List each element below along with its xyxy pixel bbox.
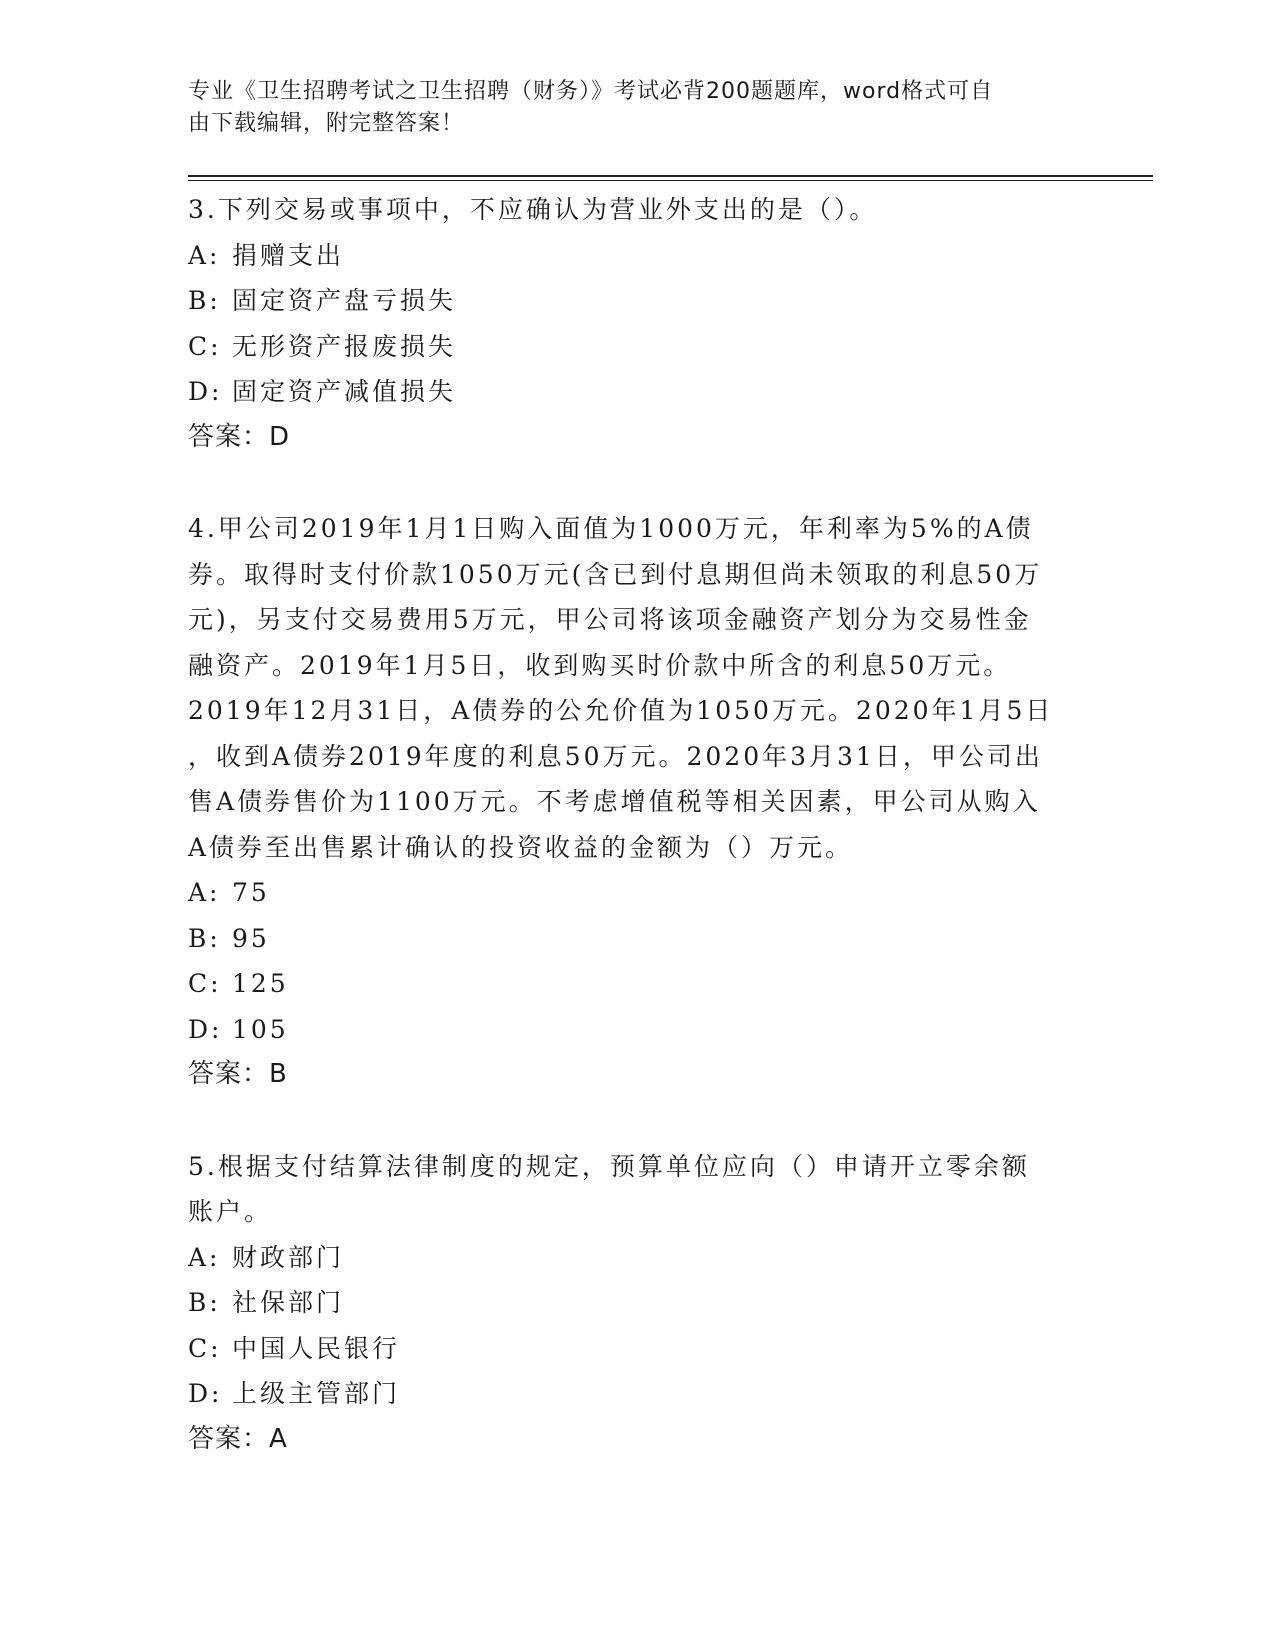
- question-item: [188, 187, 1088, 460]
- option-key: D:: [188, 377, 223, 406]
- option-c: [188, 961, 1088, 1007]
- option-text: 无形资产报废损失: [232, 331, 457, 361]
- header-line-1: 专业《卫生招聘考试之卫生招聘（财务）》考试必背200题题库，word格式可自: [188, 79, 994, 104]
- question-stem: [188, 187, 1088, 233]
- answer-line: 答案：D: [188, 421, 291, 452]
- option-a: [188, 1235, 1088, 1281]
- option-key: B:: [188, 1288, 221, 1317]
- option-key: D:: [188, 1014, 223, 1044]
- stem-line: 售A债券售价为1100万元。不考虑增值税等相关因素，甲公司从购入: [188, 787, 1041, 816]
- stem-line: 券。取得时支付价款1050万元(含已到付息期但尚未领取的利息50万: [188, 559, 1043, 589]
- option-text: 固定资产盘亏损失: [232, 286, 457, 315]
- option-key: B:: [188, 923, 221, 953]
- stem-line: ，收到A债券2019年度的利息50万元。2020年3月31日，甲公司出: [188, 741, 1043, 771]
- option-key: C:: [188, 969, 222, 998]
- option-text: 上级主管部门: [232, 1379, 401, 1408]
- option-c: [188, 324, 1088, 370]
- stem-line: 2019年12月31日，A债券的公允价值为1050万元。2020年1月5日: [188, 696, 1054, 725]
- option-text: 固定资产减值损失: [232, 377, 457, 406]
- option-key: B:: [188, 286, 221, 315]
- header-line-2: 由下载编辑，附完整答案！: [188, 111, 465, 136]
- stem-line: 5.根据支付结算法律制度的规定，预算单位应向（）申请开立零余额: [188, 1151, 1030, 1181]
- option-key: C:: [188, 1333, 222, 1363]
- option-text: 125: [232, 969, 289, 998]
- option-text: 105: [232, 1014, 289, 1044]
- option-key: A:: [188, 240, 221, 270]
- question-list: [188, 187, 1088, 1508]
- stem-line: A债券至出售累计确认的投资收益的金额为（）万元。: [188, 832, 854, 862]
- option-b: [188, 916, 1088, 962]
- stem-line: 融资产。2019年1月5日，收到购买时价款中所含的利息50万元。: [188, 650, 1012, 680]
- option-b: [188, 278, 1088, 324]
- stem-line: 元)，另支付交易费用5万元，甲公司将该项金融资产划分为交易性金: [188, 605, 1032, 634]
- option-text: 95: [232, 923, 270, 953]
- option-text: 社保部门: [232, 1288, 345, 1317]
- stem-line: 账户。: [188, 1197, 273, 1226]
- option-a: [188, 233, 1088, 279]
- question-stem: [188, 1144, 1088, 1235]
- option-a: [188, 870, 1088, 916]
- option-d: [188, 1371, 1088, 1417]
- option-text: 中国人民银行: [232, 1333, 401, 1363]
- question-item: [188, 506, 1088, 1098]
- option-key: A:: [188, 1242, 221, 1272]
- option-text: 捐赠支出: [232, 240, 345, 270]
- header-divider-thin: [188, 180, 1153, 181]
- option-d: [188, 369, 1088, 415]
- option-d: [188, 1007, 1088, 1053]
- answer-line: 答案：A: [188, 1423, 288, 1454]
- option-key: C:: [188, 331, 222, 361]
- answer-line: 答案：B: [188, 1059, 288, 1089]
- option-c: [188, 1326, 1088, 1372]
- option-b: [188, 1280, 1088, 1326]
- stem-line: 3.下列交易或事项中，不应确认为营业外支出的是（）。: [188, 195, 878, 224]
- option-text: 财政部门: [232, 1242, 345, 1272]
- option-key: D:: [188, 1379, 223, 1408]
- question-item: [188, 1144, 1088, 1463]
- option-key: A:: [188, 878, 221, 907]
- header-divider-thick: [188, 175, 1153, 177]
- option-text: 75: [232, 878, 270, 907]
- stem-line: 4.甲公司2019年1月1日购入面值为1000万元，年利率为5%的A债: [188, 514, 1034, 543]
- document-header: [188, 76, 1068, 140]
- question-stem: [188, 506, 1088, 870]
